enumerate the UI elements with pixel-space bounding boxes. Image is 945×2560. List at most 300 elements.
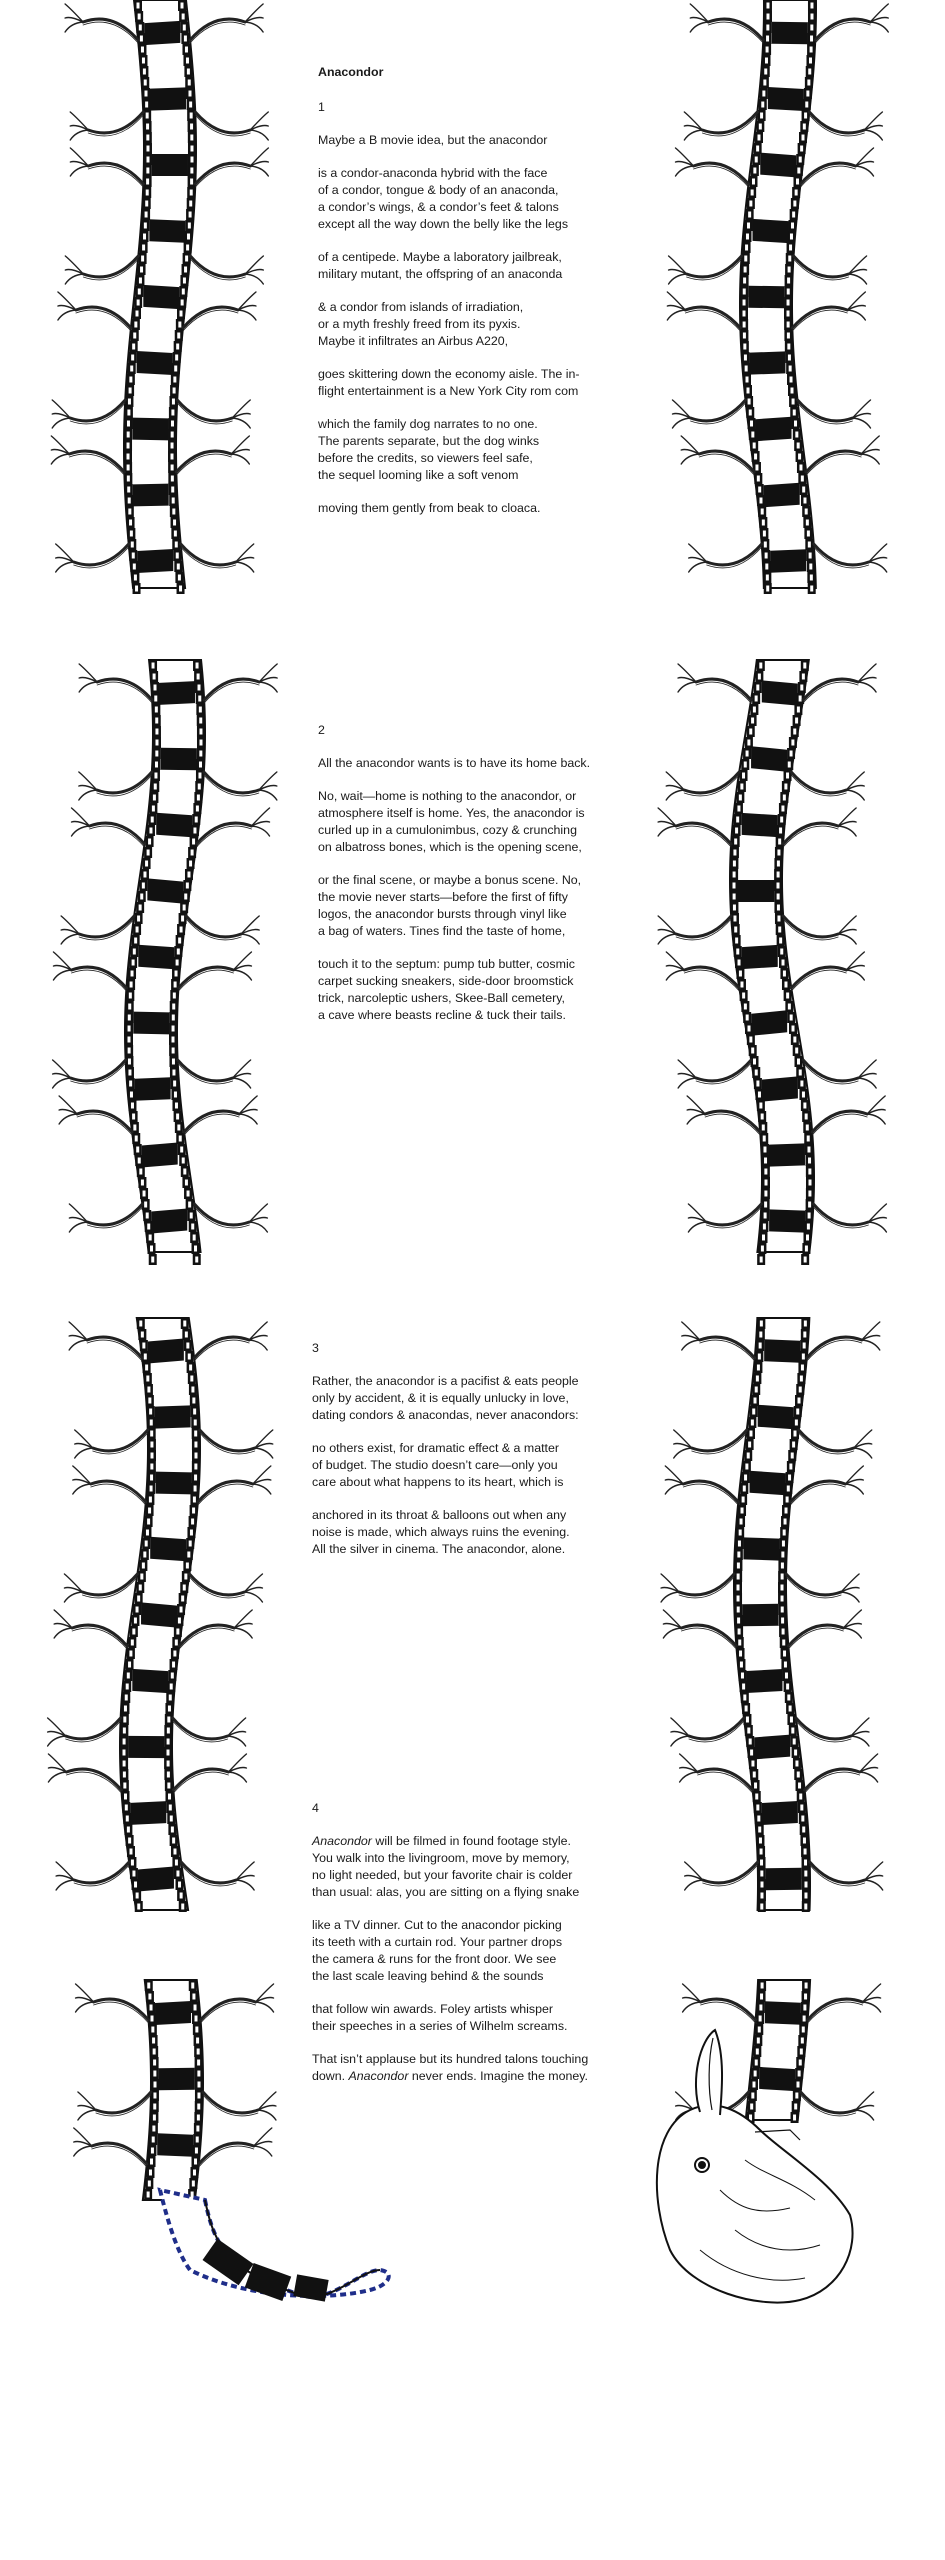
sprocket-hole: [193, 1235, 196, 1241]
sprocket-hole: [798, 1783, 801, 1789]
sprocket-hole: [733, 872, 736, 878]
sprocket-hole: [189, 1365, 192, 1371]
sprocket-hole: [777, 872, 780, 878]
film-frame: [753, 219, 789, 243]
sprocket-hole: [781, 806, 784, 812]
sprocket-hole: [792, 1442, 795, 1448]
talon-toe: [846, 952, 864, 970]
talon-leg: [183, 307, 238, 328]
sprocket-hole: [183, 25, 186, 31]
talon-leg: [71, 967, 126, 988]
talon-toe: [858, 1060, 876, 1078]
talon-toe: [667, 292, 685, 310]
sprocket-hole: [781, 1563, 784, 1569]
talon-toe: [678, 682, 696, 692]
talon-toe: [869, 544, 887, 562]
talon-leg: [676, 916, 731, 937]
sprocket-hole: [195, 817, 198, 823]
sprocket-hole: [132, 344, 135, 350]
sprocket-hole: [793, 2115, 796, 2121]
sprocket-hole: [171, 1673, 174, 1679]
talon-toe: [683, 1984, 701, 2002]
talon-leg: [195, 163, 250, 184]
sprocket-hole: [127, 1673, 130, 1679]
sprocket-hole: [171, 465, 174, 471]
sprocket-hole: [138, 289, 141, 295]
sprocket-hole: [746, 751, 749, 757]
stanza: [318, 366, 658, 400]
talon-toe: [688, 1222, 706, 1232]
talon-leg: [783, 916, 838, 937]
talon-toe: [856, 2110, 874, 2120]
sprocket-hole: [128, 1015, 131, 1021]
sprocket-hole: [766, 36, 769, 42]
sprocket-hole: [129, 377, 132, 383]
sprocket-hole: [807, 1147, 810, 1153]
sprocket-hole: [134, 322, 137, 328]
talon-leg: [808, 1999, 863, 2020]
sprocket-hole: [810, 36, 813, 42]
sprocket-hole: [153, 2104, 156, 2110]
poem-line: that follow win awards. Foley artists whisper: [312, 2002, 554, 2016]
talon-leg: [71, 1060, 126, 1081]
talon-toe: [249, 1340, 267, 1350]
talon-toe: [661, 1574, 679, 1592]
sprocket-hole: [130, 366, 133, 372]
sprocket-hole: [809, 58, 812, 64]
sprocket-hole: [184, 267, 187, 273]
stanza: [318, 755, 658, 772]
talon-toe: [56, 544, 74, 562]
sprocket-hole: [190, 113, 193, 119]
sprocket-hole: [805, 1246, 808, 1252]
talon-leg: [803, 679, 858, 700]
film-frame: [132, 1669, 168, 1693]
sprocket-hole: [172, 399, 175, 405]
sprocket-hole: [184, 36, 187, 42]
sprocket-hole: [756, 1805, 759, 1811]
talon-leg: [74, 544, 129, 565]
talon-leg: [204, 679, 259, 700]
talon-leg: [812, 1111, 867, 1132]
talon-toe: [79, 772, 97, 790]
film-frame: [150, 87, 186, 110]
talon-toe: [858, 664, 876, 682]
sprocket-hole: [150, 1431, 153, 1437]
poem-line: than usual: alas, you are sitting on a flying snake: [312, 1885, 580, 1899]
sprocket-hole: [761, 1114, 764, 1120]
sprocket-hole: [763, 1224, 766, 1230]
sprocket-hole: [757, 2038, 760, 2044]
talon-leg: [694, 163, 749, 184]
sprocket-hole: [782, 1629, 785, 1635]
talon-toe: [869, 562, 887, 572]
sprocket-hole: [188, 1354, 191, 1360]
talon-toe: [254, 2146, 272, 2156]
sprocket-hole: [784, 1662, 787, 1668]
sprocket-hole: [789, 1706, 792, 1712]
sprocket-hole: [167, 1750, 170, 1756]
poem-line: Rather, the anacondor is a pacifist & eats people: [312, 1374, 579, 1388]
talon-toe: [259, 682, 277, 692]
talon-toe: [52, 418, 70, 428]
sprocket-hole: [143, 234, 146, 240]
talon-toe: [864, 130, 882, 140]
talon-toe: [239, 1114, 257, 1124]
sprocket-hole: [739, 1651, 742, 1657]
sprocket-hole: [128, 1048, 131, 1054]
talon-toe: [838, 826, 856, 836]
sprocket-hole: [804, 113, 807, 119]
talon-leg: [173, 1769, 228, 1790]
sprocket-hole: [174, 366, 177, 372]
sprocket-hole: [192, 2181, 195, 2187]
sprocket-hole: [181, 1596, 184, 1602]
sprocket-hole: [735, 938, 738, 944]
stanza: [312, 2001, 652, 2035]
sprocket-hole: [756, 1376, 759, 1382]
film-frame: [751, 746, 787, 772]
talon-toe: [665, 1466, 683, 1484]
section-number: 2: [318, 723, 325, 737]
sprocket-hole: [802, 1827, 805, 1833]
poem-line: You walk into the livingroom, move by memory,: [312, 1851, 570, 1865]
film-frame: [765, 2001, 801, 2024]
talon-toe: [65, 22, 83, 32]
sprocket-hole: [173, 520, 176, 526]
sprocket-hole: [802, 1354, 805, 1360]
sprocket-hole: [753, 707, 756, 713]
sprocket-hole: [176, 1114, 179, 1120]
talon-leg: [786, 1574, 841, 1595]
sprocket-hole: [803, 498, 806, 504]
sprocket-hole: [742, 773, 745, 779]
talon-toe: [870, 22, 888, 32]
talon-leg: [797, 400, 852, 421]
sprocket-hole: [137, 1596, 140, 1602]
sprocket-hole: [141, 256, 144, 262]
talon-toe: [658, 808, 676, 826]
sprocket-hole: [153, 2060, 156, 2066]
sprocket-hole: [182, 289, 185, 295]
sprocket-hole: [149, 1235, 152, 1241]
sprocket-hole: [765, 564, 768, 570]
sprocket-hole: [757, 135, 760, 141]
talon-toe: [860, 1772, 878, 1782]
talon-toe: [236, 562, 254, 572]
sprocket-hole: [801, 476, 804, 482]
sprocket-hole: [197, 2060, 200, 2066]
sprocket-hole: [129, 1081, 132, 1087]
sprocket-hole: [746, 1717, 749, 1723]
poem-line: flight entertainment is a New York City rom com: [318, 384, 579, 398]
sprocket-hole: [189, 201, 192, 207]
talon-toe: [48, 1736, 66, 1746]
talon-leg: [83, 19, 138, 40]
sprocket-hole: [195, 1257, 198, 1263]
film-frame: [746, 1669, 782, 1693]
sprocket-hole: [167, 1783, 170, 1789]
sprocket-hole: [760, 1994, 763, 2000]
sprocket-hole: [182, 1158, 185, 1164]
sprocket-hole: [748, 1442, 751, 1448]
sprocket-hole: [806, 520, 809, 526]
poem-section-1: [318, 64, 658, 533]
sprocket-hole: [150, 1442, 153, 1448]
poem-line: the camera & runs for the front door. We see: [312, 1952, 557, 1966]
talon-leg: [184, 1111, 239, 1132]
sprocket-hole: [804, 1904, 807, 1910]
sprocket-hole: [757, 1816, 760, 1822]
film-frame: [768, 87, 804, 111]
talon-toe: [862, 1340, 880, 1350]
talon-toe: [865, 1880, 883, 1890]
sprocket-hole: [194, 1453, 197, 1459]
film-frame: [130, 1801, 166, 1825]
sprocket-hole: [808, 542, 811, 548]
sprocket-hole: [170, 1684, 173, 1690]
sprocket-hole: [802, 674, 805, 680]
sprocket-hole: [795, 1761, 798, 1767]
sprocket-hole: [147, 1224, 150, 1230]
talon-leg: [696, 1060, 751, 1081]
talon-toe: [847, 310, 865, 320]
talon-toe: [685, 1880, 703, 1890]
sprocket-hole: [194, 1246, 197, 1252]
film-frame: [133, 1012, 169, 1035]
poem-line: anchored in its throat & balloons out when any: [312, 1508, 567, 1522]
talon-toe: [70, 166, 88, 176]
sprocket-hole: [176, 553, 179, 559]
poem-section-2: [318, 722, 658, 1040]
sprocket-hole: [801, 1816, 804, 1822]
talon-toe: [258, 2092, 276, 2110]
talon-toe: [682, 1340, 700, 1350]
sprocket-hole: [127, 465, 130, 471]
sprocket-hole: [198, 685, 201, 691]
stanza: [318, 788, 658, 856]
sprocket-hole: [753, 1059, 756, 1065]
sprocket-hole: [127, 1827, 130, 1833]
sprocket-hole: [181, 1904, 184, 1910]
talon-leg: [805, 1769, 860, 1790]
talon-leg: [681, 1625, 736, 1646]
sprocket-hole: [779, 938, 782, 944]
poem-line: or a myth freshly freed from its pyxis.: [318, 317, 521, 331]
stanza: [312, 2051, 652, 2085]
talon-toe: [690, 4, 708, 22]
film-frame: [756, 417, 792, 442]
sprocket-hole: [810, 3, 813, 9]
talon-toe: [678, 664, 696, 682]
sprocket-hole: [170, 1816, 173, 1822]
sprocket-hole: [187, 1191, 190, 1197]
sprocket-hole: [190, 190, 193, 196]
sprocket-hole: [788, 267, 791, 273]
sprocket-hole: [172, 1004, 175, 1010]
sprocket-hole: [193, 1497, 196, 1503]
talon-toe: [838, 808, 856, 826]
sprocket-hole: [759, 1103, 762, 1109]
sprocket-hole: [808, 1202, 811, 1208]
sprocket-hole: [798, 1398, 801, 1404]
sprocket-hole: [740, 1519, 743, 1525]
talon-toe: [856, 166, 874, 176]
talon-toe: [676, 2092, 694, 2110]
film-frame: [769, 1143, 805, 1166]
talon-leg: [74, 1862, 129, 1883]
sprocket-hole: [171, 1827, 174, 1833]
film-frame: [155, 2001, 191, 2025]
sprocket-hole: [155, 729, 158, 735]
sprocket-hole: [186, 58, 189, 64]
film-frame: [141, 1602, 177, 1627]
talon-toe: [678, 1078, 696, 1088]
sprocket-hole: [199, 707, 202, 713]
sprocket-hole: [802, 487, 805, 493]
sprocket-hole: [134, 575, 137, 581]
talon-leg: [194, 1337, 249, 1358]
sprocket-hole: [794, 421, 797, 427]
sprocket-hole: [737, 1552, 740, 1558]
sprocket-hole: [804, 1994, 807, 2000]
sprocket-hole: [806, 1235, 809, 1241]
sprocket-hole: [172, 509, 175, 515]
sprocket-hole: [140, 894, 143, 900]
sprocket-hole: [733, 916, 736, 922]
stanza: [318, 500, 658, 517]
sprocket-hole: [147, 1387, 150, 1393]
talon-toe: [846, 970, 864, 980]
sprocket-hole: [746, 234, 749, 240]
sprocket-hole: [751, 190, 754, 196]
sprocket-hole: [743, 300, 746, 306]
sprocket-hole: [753, 168, 756, 174]
sprocket-hole: [752, 179, 755, 185]
talon-toe: [54, 1628, 72, 1638]
sprocket-hole: [143, 1552, 146, 1558]
sprocket-hole: [153, 2093, 156, 2099]
sprocket-hole: [800, 1805, 803, 1811]
talon-toe: [845, 1466, 863, 1484]
talon-leg: [706, 1204, 761, 1225]
sprocket-hole: [152, 2137, 155, 2143]
film-frame: [748, 286, 784, 309]
talon-toe: [250, 112, 268, 130]
talon-toe: [861, 454, 879, 464]
talon-toe: [682, 1322, 700, 1340]
sprocket-hole: [141, 1180, 144, 1186]
sprocket-hole: [174, 531, 177, 537]
sprocket-hole: [178, 575, 181, 581]
sprocket-hole: [172, 1037, 175, 1043]
sprocket-hole: [146, 157, 149, 163]
sprocket-hole: [799, 1387, 802, 1393]
film-frame: [148, 1339, 184, 1364]
sprocket-hole: [198, 696, 201, 702]
sprocket-hole: [128, 509, 131, 515]
sprocket-hole: [172, 1838, 175, 1844]
sprocket-hole: [150, 1475, 153, 1481]
sprocket-hole: [145, 201, 148, 207]
sprocket-hole: [155, 751, 158, 757]
sprocket-hole: [199, 740, 202, 746]
sprocket-hole: [800, 146, 803, 152]
sprocket-hole: [786, 773, 789, 779]
sprocket-hole: [777, 916, 780, 922]
sprocket-hole: [780, 949, 783, 955]
film-frame: [128, 1736, 164, 1758]
talon-toe: [236, 544, 254, 562]
talon-toe: [671, 1718, 689, 1736]
sprocket-hole: [742, 993, 745, 999]
sprocket-hole: [803, 2016, 806, 2022]
sprocket-hole: [183, 1321, 186, 1327]
talon-toe: [72, 808, 90, 826]
sprocket-hole: [786, 1684, 789, 1690]
sprocket-hole: [799, 465, 802, 471]
sprocket-hole: [789, 366, 792, 372]
poem-line: military mutant, the offspring of an anaconda: [318, 267, 563, 281]
sprocket-hole: [142, 245, 145, 251]
sprocket-hole: [792, 212, 795, 218]
sprocket-hole: [801, 2038, 804, 2044]
sprocket-hole: [750, 2104, 753, 2110]
talon-toe: [70, 130, 88, 140]
sprocket-hole: [751, 432, 754, 438]
sprocket-hole: [167, 1728, 170, 1734]
sprocket-hole: [134, 1882, 137, 1888]
talon-toe: [845, 1484, 863, 1494]
sprocket-hole: [132, 1629, 135, 1635]
sprocket-hole: [754, 1398, 757, 1404]
sprocket-hole: [144, 1354, 147, 1360]
sprocket-hole: [177, 949, 180, 955]
sprocket-hole: [136, 1147, 139, 1153]
sprocket-hole: [764, 1180, 767, 1186]
poem-title: Anacondor: [318, 65, 384, 79]
talon-toe: [249, 1322, 267, 1340]
stanza: [318, 132, 658, 149]
sprocket-hole: [804, 1893, 807, 1899]
sprocket-hole: [171, 476, 174, 482]
sprocket-hole: [737, 1596, 740, 1602]
sprocket-hole: [749, 1739, 752, 1745]
sprocket-hole: [150, 1246, 153, 1252]
sprocket-hole: [793, 729, 796, 735]
poem-line: dating condors & anacondas, never anacondors:: [312, 1408, 579, 1422]
sprocket-hole: [781, 1607, 784, 1613]
talon-toe: [51, 454, 69, 464]
sprocket-hole: [172, 1048, 175, 1054]
sprocket-hole: [806, 1125, 809, 1131]
sprocket-hole: [140, 267, 143, 273]
sprocket-hole: [746, 1015, 749, 1021]
sprocket-hole: [190, 1376, 193, 1382]
sprocket-hole: [193, 828, 196, 834]
sprocket-hole: [150, 2016, 153, 2022]
sprocket-hole: [755, 1387, 758, 1393]
sprocket-hole: [137, 1904, 140, 1910]
talon-toe: [674, 1448, 692, 1458]
sprocket-hole: [741, 1508, 744, 1514]
stanza: [312, 1440, 652, 1491]
sprocket-hole: [792, 1026, 795, 1032]
sprocket-hole: [797, 1772, 800, 1778]
sprocket-hole: [128, 1004, 131, 1010]
sprocket-hole: [183, 905, 186, 911]
sprocket-hole: [124, 1794, 127, 1800]
